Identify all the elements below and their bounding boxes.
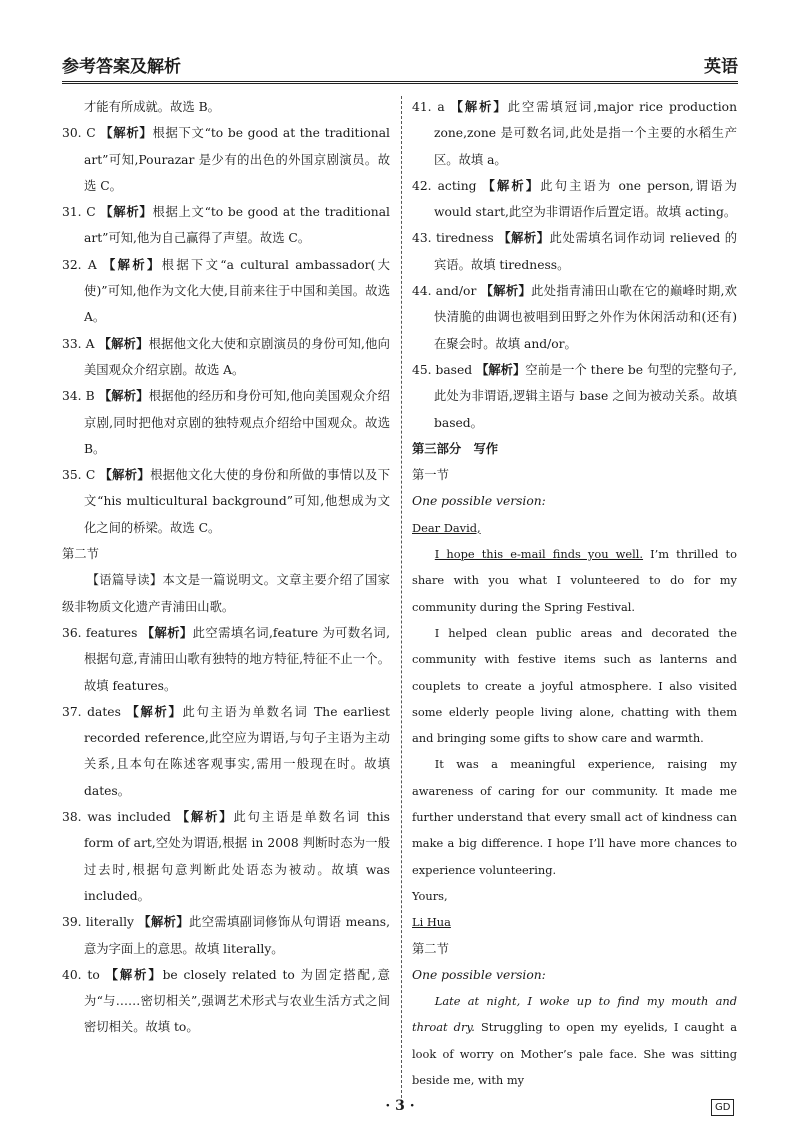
header-subject: 英语 [704,57,738,77]
letter-paragraph: I hope this e-mail finds you well. I’m thrilled to share with you what I volunteered to do for my community during the Spring Festival. [412,547,737,614]
header-title: 参考答案及解析 [62,57,181,77]
story-paragraph: Late at night, I woke up to find my mouth and throat dry. Struggling to open my eyelids, I caught a look of worry on Mother’s pale face. She was sitting beside me, with my [412,994,737,1087]
answer-item: 31. C 【解析】根据上文“to be good at the traditional art”可知,他为自己赢得了声望。故选 C。 [62,205,390,246]
sample-story [412,988,737,1093]
answer-item: 45. based 【解析】空前是一个 there be 句型的完整句子,此处为非谓语,逻辑主语与 base 之间为被动关系。故填 based。 [412,362,737,430]
answer-item: 41. a 【解析】此空需填冠词,major rice production zone,zone 是可数名词,此处是指一个主要的水稻生产区。故填 a。 [412,100,737,167]
column-divider [401,96,402,1098]
page-header [62,50,738,84]
version-label: One possible version: [412,967,546,982]
section-title: 第二节 [62,547,99,562]
continued-text: 才能有所成就。故选 B。 [84,100,220,114]
answer-item: 33. A 【解析】根据他文化大使和京剧演员的身份可知,他向美国观众介绍京剧。故选 A。 [62,336,390,377]
answer-item: 44. and/or 【解析】此处指青浦田山歌在它的巅峰时期,欢快清脆的曲调也被唱到田野之外作为休闲活动和(还有)在聚会时。故填 and/or。 [412,284,737,351]
letter-signature: Li Hua [412,915,451,930]
answer-item: 32. A 【解析】根据下文“a cultural ambassador(大使)”可知,他作为文化大使,目前来往于中国和美国。故选 A。 [62,257,390,325]
answer-item: 37. dates 【解析】此句主语为单数名词 The earliest recorded reference,此空应为谓语,与句子主语为主动关系,且本句在陈述客观事实,需用一般现在时。故填 dates。 [62,704,390,798]
answer-item: 36. features 【解析】此空需填名词,feature 为可数名词,根据句意,青浦田山歌有独特的地方特征,特征不止一个。故填 features。 [62,625,390,693]
answer-item: 43. tiredness 【解析】此处需填名词作动词 relieved 的宾语。故填 tiredness。 [412,231,737,272]
answer-item: 42. acting 【解析】此句主语为 one person,谓语为 would start,此空为非谓语作后置定语。故填 acting。 [412,178,737,220]
letter-greeting: Dear David, [412,520,481,535]
answer-item: 35. C 【解析】根据他文化大使的身份和所做的事情以及下文“his multicultural background”可知,他想成为文化之间的桥梁。故选 C。 [62,468,390,535]
right-column [412,94,737,1093]
page-number: · 3 · [385,1098,415,1114]
answer-item: 40. to 【解析】be closely related to 为固定搭配,意为“与……密切相关”,强调艺术形式与农业生活方式之间密切相关。故填 to。 [62,967,390,1035]
answer-item: 38. was included 【解析】此句主语是单数名词 this form of art,空处为谓语,根据 in 2008 判断时态为一般过去时,根据句意判断此处语态为被动。故填 was included。 [62,810,390,903]
letter-closing: Yours, [412,888,448,903]
letter-paragraph: I helped clean public areas and decorated the community with festive items such as lanterns and couplets to create a joyful atmosphere. I also visited some elderly people living alone, chatting with them and bringing some gifts to show care and warmth. [412,625,737,746]
section-title: 第一节 [412,468,449,483]
part-title: 第三部分 写作 [412,441,499,456]
left-column [62,94,390,1041]
sample-letter [412,515,737,936]
answer-item: 30. C 【解析】根据下文“to be good at the traditional art”可知,Pourazar 是少有的出色的外国京剧演员。故选 C。 [62,126,390,193]
letter-paragraph: It was a meaningful experience, raising my awareness of caring for our community. It made me further understand that every small act of kindness can make a big difference. I hope I’ll have more chances to experience volunteering. [412,757,737,877]
section-title: 第二节 [412,941,449,956]
passage-guide: 【语篇导读】本文是一篇说明文。文章主要介绍了国家级非物质文化遗产青浦田山歌。 [62,573,390,614]
edition-badge: GD [711,1099,734,1116]
answer-item: 39. literally 【解析】此空需填副词修饰从句谓语 means,意为字面上的意思。故填 literally。 [62,915,390,956]
version-label: One possible version: [412,494,546,509]
answer-item: 34. B 【解析】根据他的经历和身份可知,他向美国观众介绍京剧,同时把他对京剧的独特观点介绍给中国观众。故选 B。 [62,389,390,456]
